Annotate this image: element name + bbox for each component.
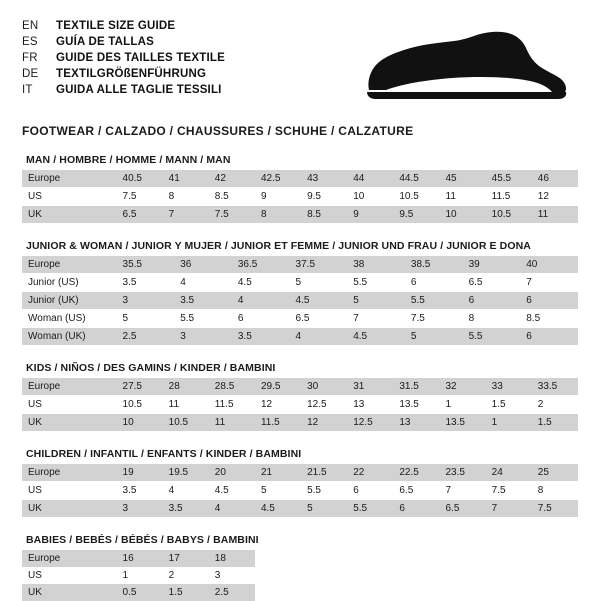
cell: 6: [347, 482, 393, 500]
cell: 43: [301, 170, 347, 188]
cell: 8.5: [301, 206, 347, 224]
cell: 37.5: [290, 256, 348, 274]
section-babies: [22, 534, 578, 601]
size-table-children: [22, 464, 578, 518]
cell: 19: [117, 464, 163, 482]
table-row: [22, 414, 578, 432]
cell: 10.5: [117, 396, 163, 414]
cell: 7.5: [532, 500, 578, 518]
language-title: GUIDA ALLE TAGLIE TESSILI: [56, 84, 222, 96]
section-kids: [22, 362, 578, 432]
cell: 5.5: [174, 310, 232, 328]
cell: 3.5: [163, 500, 209, 518]
cell: 22.5: [393, 464, 439, 482]
cell: 42: [209, 170, 255, 188]
cell: 1: [486, 414, 532, 432]
cell: 7: [520, 274, 578, 292]
cell: 39: [463, 256, 521, 274]
cell: 10: [117, 414, 163, 432]
cell: 9: [255, 188, 301, 206]
row-label: Junior (US): [22, 274, 117, 292]
cell: 7: [486, 500, 532, 518]
cell: 4.5: [209, 482, 255, 500]
cell: 28.5: [209, 378, 255, 396]
table-row: [22, 396, 578, 414]
cell: 12: [301, 414, 347, 432]
cell: 1.5: [486, 396, 532, 414]
cell: 42.5: [255, 170, 301, 188]
cell: 4.5: [290, 292, 348, 310]
cell: 2: [532, 396, 578, 414]
cell: 12.5: [301, 396, 347, 414]
cell: 3: [117, 292, 175, 310]
cell: 45.5: [486, 170, 532, 188]
cell: 20: [209, 464, 255, 482]
table-row: [22, 274, 578, 292]
cell: 2: [163, 567, 209, 584]
cell: 5.5: [463, 328, 521, 346]
dress-shoe-icon: [362, 30, 572, 108]
table-row: [22, 188, 578, 206]
size-table-junior-woman: [22, 256, 578, 346]
cell: 6: [520, 328, 578, 346]
language-title: TEXTILGRÖßENFÜHRUNG: [56, 68, 207, 80]
cell: 8: [463, 310, 521, 328]
language-code: EN: [22, 20, 39, 32]
cell: 38.5: [405, 256, 463, 274]
row-label: US: [22, 482, 117, 500]
section-children: [22, 448, 578, 518]
row-label: US: [22, 396, 117, 414]
row-label: UK: [22, 500, 117, 518]
cell: 11: [209, 414, 255, 432]
table-row: [22, 256, 578, 274]
cell: 11.5: [255, 414, 301, 432]
table-row: [22, 206, 578, 224]
row-label: Europe: [22, 464, 117, 482]
cell: 46: [532, 170, 578, 188]
cell: 5: [405, 328, 463, 346]
cell: 4.5: [347, 328, 405, 346]
cell: 5: [347, 292, 405, 310]
cell: 36: [174, 256, 232, 274]
cell: 35.5: [117, 256, 175, 274]
row-label: Woman (US): [22, 310, 117, 328]
cell: 6: [405, 274, 463, 292]
cell: 3: [174, 328, 232, 346]
language-title: TEXTILE SIZE GUIDE: [56, 20, 176, 32]
table-row: [22, 292, 578, 310]
table-row: [22, 550, 578, 567]
cell: 6: [393, 500, 439, 518]
cell: 6: [520, 292, 578, 310]
table-row: [22, 500, 578, 518]
table-row: [22, 584, 578, 601]
cell: 21: [255, 464, 301, 482]
size-table-kids: [22, 378, 578, 432]
section-man: [22, 154, 578, 224]
category-heading: FOOTWEAR / CALZADO / CHAUSSURES / SCHUHE / CALZATURE: [22, 124, 414, 138]
section-junior-woman: [22, 240, 578, 346]
cell: 8.5: [209, 188, 255, 206]
cell: 11: [440, 188, 486, 206]
cell: 0.5: [117, 584, 163, 601]
cell: 6.5: [463, 274, 521, 292]
cell: 5: [117, 310, 175, 328]
row-label: Europe: [22, 256, 117, 274]
cell: 12: [532, 188, 578, 206]
size-table-man: [22, 170, 578, 224]
row-label: US: [22, 567, 117, 584]
cell: 3.5: [117, 274, 175, 292]
cell: 10: [440, 206, 486, 224]
cell: 8: [532, 482, 578, 500]
row-label: Europe: [22, 378, 117, 396]
cell: 18: [209, 550, 255, 567]
size-table-babies: [22, 550, 578, 601]
cell: 5: [255, 482, 301, 500]
table-row: [22, 328, 578, 346]
cell: 3: [117, 500, 163, 518]
cell: 11.5: [209, 396, 255, 414]
section-title: CHILDREN / INFANTIL / ENFANTS / KINDER / BAMBINI: [26, 448, 302, 460]
cell: 6: [232, 310, 290, 328]
cell: 4: [232, 292, 290, 310]
cell: 11.5: [486, 188, 532, 206]
cell: 40: [520, 256, 578, 274]
cell: 5.5: [347, 500, 393, 518]
cell: 7: [440, 482, 486, 500]
row-label: US: [22, 188, 117, 206]
cell: 23.5: [440, 464, 486, 482]
cell: 13.5: [393, 396, 439, 414]
cell: 6.5: [290, 310, 348, 328]
cell: 7.5: [117, 188, 163, 206]
table-row: [22, 310, 578, 328]
row-label: UK: [22, 206, 117, 224]
cell: 4: [290, 328, 348, 346]
cell: 1: [117, 567, 163, 584]
cell: 19.5: [163, 464, 209, 482]
cell: 4: [209, 500, 255, 518]
language-code: FR: [22, 52, 38, 64]
language-title: GUÍA DE TALLAS: [56, 36, 154, 48]
cell: 5: [290, 274, 348, 292]
cell: 2.5: [117, 328, 175, 346]
cell: 17: [163, 550, 209, 567]
cell: 12.5: [347, 414, 393, 432]
cell-empty: [255, 550, 578, 567]
section-title: KIDS / NIÑOS / DES GAMINS / KINDER / BAMBINI: [26, 362, 276, 374]
cell: 5.5: [347, 274, 405, 292]
cell: 13: [347, 396, 393, 414]
cell: 9.5: [393, 206, 439, 224]
cell: 9: [347, 206, 393, 224]
cell: 3: [209, 567, 255, 584]
cell: 21.5: [301, 464, 347, 482]
cell: 13.5: [440, 414, 486, 432]
cell: 5.5: [405, 292, 463, 310]
cell: 4.5: [255, 500, 301, 518]
cell: 9.5: [301, 188, 347, 206]
cell: 11: [532, 206, 578, 224]
cell: 25: [532, 464, 578, 482]
cell: 4: [163, 482, 209, 500]
table-row: [22, 170, 578, 188]
table-row: [22, 567, 578, 584]
cell: 36.5: [232, 256, 290, 274]
section-title: JUNIOR & WOMAN / JUNIOR Y MUJER / JUNIOR ET FEMME / JUNIOR UND FRAU / JUNIOR E DONA: [26, 240, 531, 252]
cell: 7: [347, 310, 405, 328]
row-label: UK: [22, 414, 117, 432]
cell: 6.5: [117, 206, 163, 224]
cell: 10: [347, 188, 393, 206]
language-code: IT: [22, 84, 33, 96]
cell: 1: [440, 396, 486, 414]
row-label: Junior (UK): [22, 292, 117, 310]
row-label: Europe: [22, 170, 117, 188]
cell: 7: [163, 206, 209, 224]
table-row: [22, 378, 578, 396]
cell: 33: [486, 378, 532, 396]
cell: 41: [163, 170, 209, 188]
cell: 5: [301, 500, 347, 518]
section-title: BABIES / BEBÉS / BÉBÉS / BABYS / BAMBINI: [26, 534, 259, 546]
cell: 10.5: [486, 206, 532, 224]
cell: 4.5: [232, 274, 290, 292]
cell: 6.5: [440, 500, 486, 518]
cell-empty: [255, 584, 578, 601]
cell: 12: [255, 396, 301, 414]
cell: 31: [347, 378, 393, 396]
cell: 7.5: [486, 482, 532, 500]
cell: 8: [255, 206, 301, 224]
cell: 6: [463, 292, 521, 310]
cell: 13: [393, 414, 439, 432]
cell: 10.5: [393, 188, 439, 206]
cell-empty: [255, 567, 578, 584]
cell: 2.5: [209, 584, 255, 601]
cell: 40.5: [117, 170, 163, 188]
section-title: MAN / HOMBRE / HOMME / MANN / MAN: [26, 154, 231, 166]
cell: 33.5: [532, 378, 578, 396]
cell: 29.5: [255, 378, 301, 396]
cell: 3.5: [117, 482, 163, 500]
cell: 38: [347, 256, 405, 274]
cell: 1.5: [532, 414, 578, 432]
language-title: GUIDE DES TAILLES TEXTILE: [56, 52, 225, 64]
cell: 45: [440, 170, 486, 188]
cell: 5.5: [301, 482, 347, 500]
cell: 4: [174, 274, 232, 292]
cell: 3.5: [174, 292, 232, 310]
cell: 3.5: [232, 328, 290, 346]
table-row: [22, 464, 578, 482]
cell: 16: [117, 550, 163, 567]
cell: 31.5: [393, 378, 439, 396]
cell: 10.5: [163, 414, 209, 432]
cell: 1.5: [163, 584, 209, 601]
cell: 8.5: [520, 310, 578, 328]
row-label: UK: [22, 584, 117, 601]
row-label: Woman (UK): [22, 328, 117, 346]
language-code: DE: [22, 68, 39, 80]
cell: 24: [486, 464, 532, 482]
cell: 27.5: [117, 378, 163, 396]
cell: 32: [440, 378, 486, 396]
cell: 30: [301, 378, 347, 396]
cell: 44: [347, 170, 393, 188]
page-header: [22, 18, 578, 110]
cell: 11: [163, 396, 209, 414]
row-label: Europe: [22, 550, 117, 567]
cell: 22: [347, 464, 393, 482]
cell: 7.5: [405, 310, 463, 328]
language-code: ES: [22, 36, 38, 48]
cell: 8: [163, 188, 209, 206]
cell: 6.5: [393, 482, 439, 500]
cell: 28: [163, 378, 209, 396]
cell: 44.5: [393, 170, 439, 188]
table-row: [22, 482, 578, 500]
cell: 7.5: [209, 206, 255, 224]
